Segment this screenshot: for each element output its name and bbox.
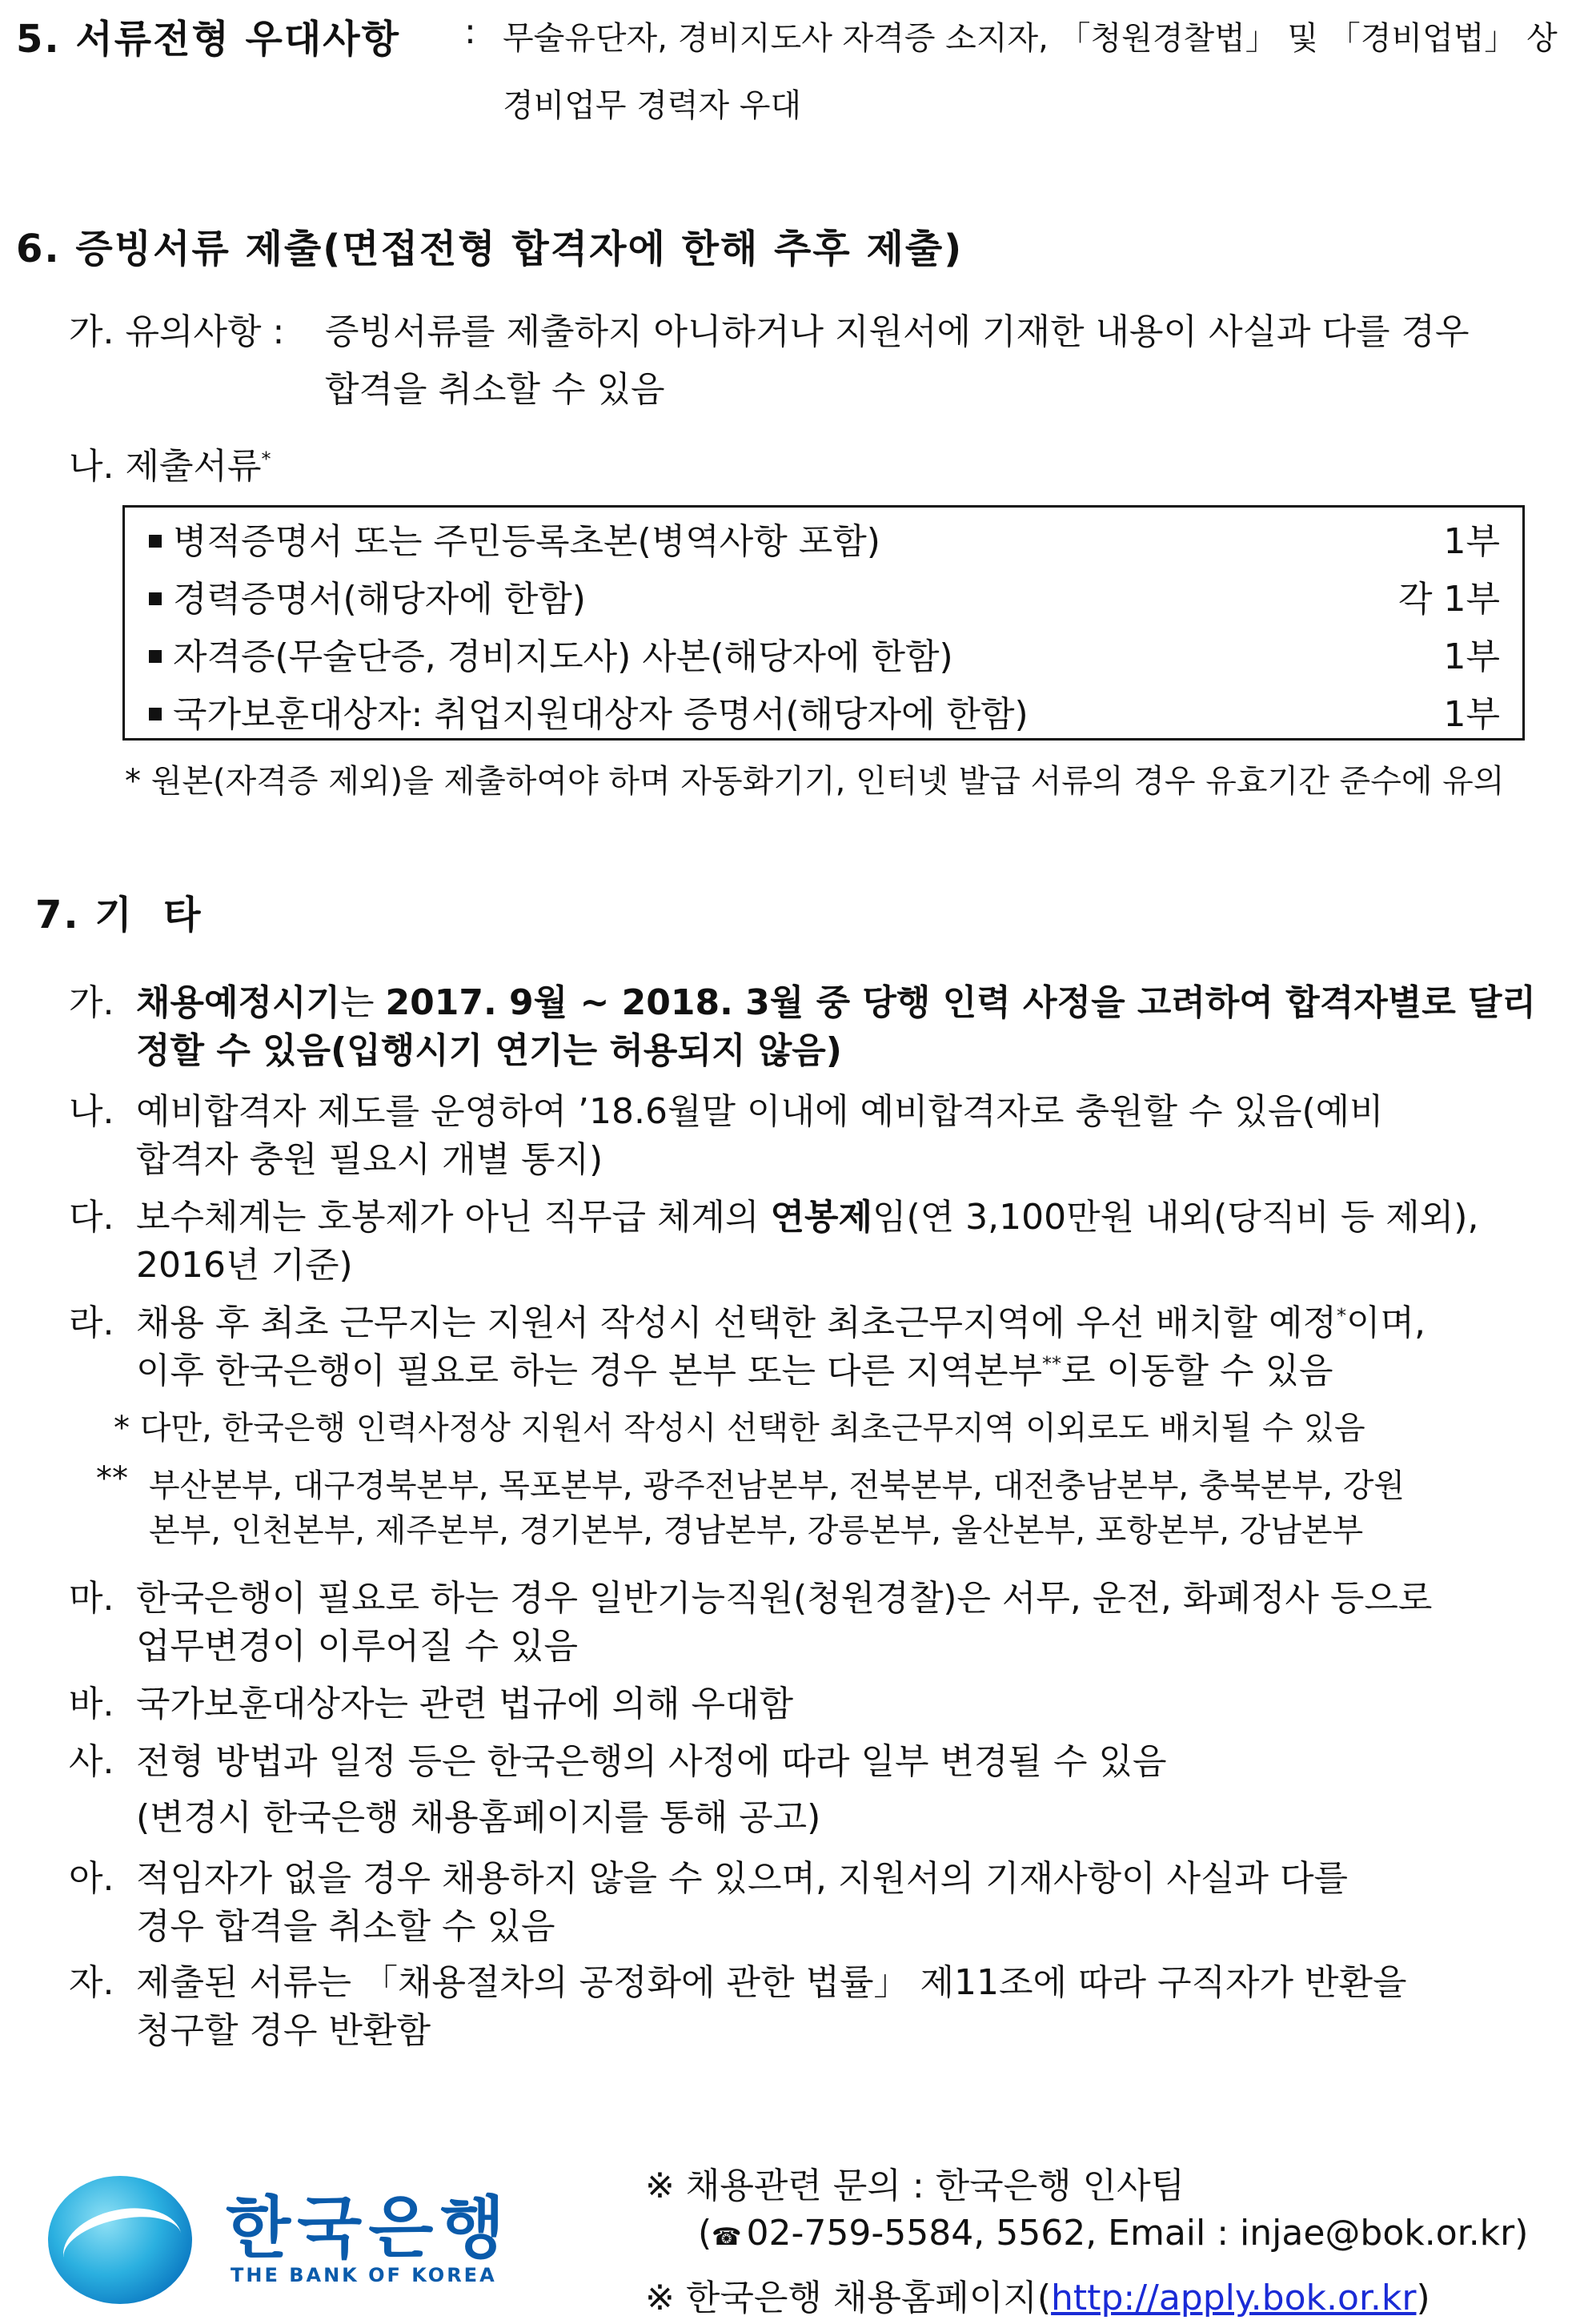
section6-na-label-text: 나. 제출서류	[69, 446, 262, 487]
item-ba-line1: 국가보훈대상자는 관련 법규에 의해 우대함	[136, 1684, 794, 1724]
item-ra-sup1: *	[1337, 1304, 1346, 1327]
item-na-line1: 예비합격자 제도를 운영하여 ’18.6월말 이내에 예비합격자로 충원할 수 있음(예비	[136, 1091, 1384, 1132]
document-name	[149, 570, 586, 621]
item-da-prefix: 다.	[69, 1197, 114, 1238]
document-row	[149, 514, 1500, 562]
item-ra-note2-line2: 본부, 인천본부, 제주본부, 경기본부, 경남본부, 강릉본부, 울산본부, 포항본부, 강남본부	[149, 1512, 1364, 1549]
item-na-prefix: 나.	[69, 1091, 114, 1132]
item-ra-line2	[136, 1342, 1333, 1393]
item-da-pre: 보수체계는 호봉제가 아닌 직무급 체계의	[136, 1197, 771, 1238]
item-ma-prefix: 마.	[69, 1578, 114, 1619]
item-da-line2: 2016년 기준)	[136, 1245, 353, 1286]
item-ra-line1b: 이며,	[1346, 1302, 1426, 1343]
item-ga-line2: 정할 수 있음(입행시기 연기는 허용되지 않음)	[136, 1030, 842, 1071]
item-sa-line1: 전형 방법과 일정 등은 한국은행의 사정에 따라 일부 변경될 수 있음	[136, 1741, 1167, 1782]
item-a-line2: 경우 합격을 취소할 수 있음	[136, 1906, 555, 1947]
section6-note: * 원본(자격증 제외)을 제출하여야 하며 자동화기기, 인터넷 발급 서류의 경우 유효기간 준수에 유의	[125, 763, 1505, 800]
homepage-line	[645, 2269, 1430, 2320]
document-name-text: 병적증명서 또는 주민등록초본(병역사항 포함)	[173, 521, 880, 562]
item-sa-prefix: 사.	[69, 1741, 114, 1782]
item-a-line1: 적임자가 없을 경우 채용하지 않을 수 있으며, 지원서의 기재사항이 사실과 다를	[136, 1858, 1348, 1899]
homepage-link[interactable]: http://apply.bok.or.kr	[1051, 2278, 1417, 2318]
document-name	[149, 628, 953, 679]
item-ra-note2-line1: 부산본부, 대구경북본부, 목포본부, 광주전남본부, 전북본부, 대전충남본부, 충북본부, 강원	[149, 1467, 1406, 1504]
phone-icon: ☎	[712, 2223, 742, 2251]
section6-ga-line1	[325, 303, 1524, 354]
item-sa-line2: (변경시 한국은행 채용홈페이지를 통해 공고)	[136, 1797, 821, 1838]
item-ra-line2a: 이후 한국은행이 필요로 하는 경우 본부 또는 다른 지역본부	[136, 1351, 1042, 1391]
logo-korean: 한국은행	[226, 2189, 511, 2267]
contact-phone-open: (	[698, 2213, 712, 2254]
document-row	[149, 687, 1500, 735]
item-da-bold: 연봉제	[770, 1197, 873, 1238]
section6-na-mark: *	[261, 448, 271, 471]
documents-box	[122, 505, 1525, 741]
square-bullet-icon	[149, 535, 162, 548]
item-ga-line1	[136, 973, 1536, 1025]
item-da-line1	[136, 1188, 1478, 1239]
homepage-close: )	[1416, 2278, 1430, 2318]
section7-heading-text: 7. 기 타	[35, 893, 203, 937]
section5-line1: 무술유단자, 경비지도사 자격증 소지자, 「청원경찰법」 및 「경비업법」 상	[503, 20, 1558, 57]
document-name-text: 자격증(무술단증, 경비지도사) 사본(해당자에 한함)	[173, 636, 953, 677]
section6-na-label	[69, 437, 271, 488]
square-bullet-icon	[149, 592, 162, 605]
logo-english: THE BANK OF KOREA	[231, 2264, 497, 2286]
section6-ga-label: 가. 유의사항 :	[69, 311, 285, 352]
contact-phone-text: 02-759-5584, 5562, Email : injae@bok.or.kr)	[746, 2213, 1529, 2254]
item-ba-prefix: 바.	[69, 1684, 114, 1724]
section6-ga-line2: 합격을 취소할 수 있음	[325, 369, 665, 410]
document-name	[149, 685, 1029, 737]
item-ra-note2-mark: **	[96, 1460, 128, 1497]
item-na-line2: 합격자 충원 필요시 개별 통지)	[136, 1139, 604, 1180]
item-ja-prefix: 자.	[69, 1962, 114, 2003]
item-ra-prefix: 라.	[69, 1302, 114, 1343]
document-row	[149, 572, 1500, 620]
item-ga-bold2: 2017. 9월 ~ 2018. 3월 중 당행 인력 사정을 고려하여 합격자별로 달리	[385, 982, 1537, 1023]
contact-phone	[698, 2213, 1528, 2254]
square-bullet-icon	[149, 650, 162, 663]
item-ga-normal1: 는	[340, 982, 386, 1023]
section6-ga-line1-text: 증빙서류를 제출하지 아니하거나 지원서에 기재한 내용이 사실과 다를 경우	[325, 311, 1470, 352]
document-qty: 각 1부	[1398, 579, 1500, 620]
section6-heading: 6. 증빙서류 제출(면접전형 합격자에 한해 추후 제출)	[16, 227, 964, 271]
document-qty: 1부	[1443, 521, 1500, 562]
document-qty: 1부	[1443, 694, 1500, 735]
square-bullet-icon	[149, 708, 162, 720]
contact-line: ※ 채용관련 문의 : 한국은행 인사팀	[645, 2165, 1185, 2206]
item-a-prefix: 아.	[69, 1858, 114, 1899]
document-name-text: 경력증명서(해당자에 한함)	[173, 579, 586, 620]
section5-line2: 경비업무 경력자 우대	[503, 87, 802, 124]
item-ga-bold1: 채용예정시기	[136, 982, 341, 1023]
document-name	[149, 512, 880, 564]
item-ra-line1a: 채용 후 최초 근무지는 지원서 작성시 선택한 최초근무지역에 우선 배치할 예정	[136, 1302, 1337, 1343]
item-ja-line1: 제출된 서류는 「채용절차의 공정화에 관한 법률」 제11조에 따라 구직자가 반환을	[136, 1962, 1407, 2003]
section7-heading	[35, 884, 203, 939]
item-ja-line2: 청구할 경우 반환함	[136, 2010, 431, 2051]
document-name-text: 국가보훈대상자: 취업지원대상자 증명서(해당자에 한함)	[173, 694, 1029, 735]
item-ra-line1	[136, 1294, 1426, 1345]
section5-colon: :	[464, 11, 476, 52]
item-ra-note1: * 다만, 한국은행 인력사정상 지원서 작성시 선택한 최초근무지역 이외로도 배치될 수 있음	[114, 1410, 1365, 1447]
item-ma-line2: 업무변경이 이루어질 수 있음	[136, 1626, 579, 1667]
item-ma-line1: 한국은행이 필요로 하는 경우 일반기능직원(청원경찰)은 서무, 운전, 화폐정사 등으로	[136, 1578, 1433, 1619]
item-da-post: 임(연 3,100만원 내외(당직비 등 제외),	[872, 1197, 1479, 1238]
section5-heading: 5. 서류전형 우대사항	[16, 17, 400, 62]
homepage-label: ※ 한국은행 채용홈페이지(	[645, 2278, 1052, 2318]
document-row	[149, 629, 1500, 677]
item-ra-line2b: 로 이동할 수 있음	[1061, 1351, 1333, 1391]
document-qty: 1부	[1443, 636, 1500, 677]
item-ga-prefix: 가.	[69, 982, 114, 1023]
item-ra-sup2: **	[1041, 1352, 1061, 1375]
